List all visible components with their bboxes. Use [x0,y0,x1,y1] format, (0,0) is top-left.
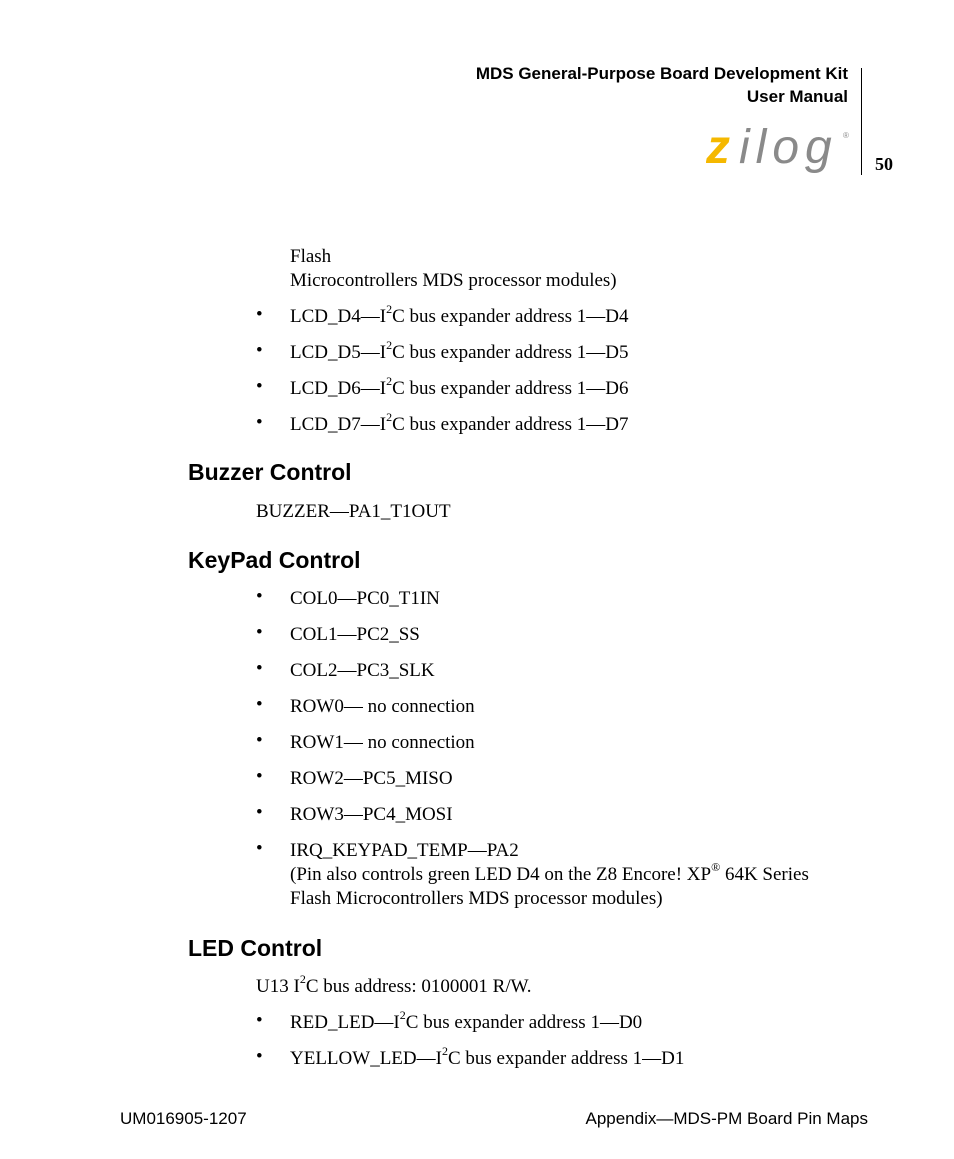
heading-buzzer-control: Buzzer Control [188,459,352,485]
keypad-item: ROW3—PC4_MOSI [290,804,453,825]
keypad-item: COL0—PC0_T1IN [290,588,440,609]
bullet-icon: • [256,1046,263,1067]
bullet-icon: • [256,838,263,859]
lcd-item: $LCD\_D4—I^2C$ bus expander address 1—D4 [290,301,629,327]
bullet-icon: • [256,304,263,325]
doc-subtitle: User Manual [746,87,848,106]
keypad-item: ROW0— no connection [290,696,475,717]
keypad-item: COL1—PC2_SS [290,624,420,645]
bullet-icon: • [256,340,263,361]
intro-line-2: Microcontrollers MDS processor modules) [290,270,617,291]
bullet-icon: • [256,694,263,715]
bullet-icon: • [256,766,263,787]
page-number: 50 [875,154,893,174]
keypad-item: ROW1— no connection [290,732,475,753]
doc-title: MDS General-Purpose Board Development Kit [475,64,848,83]
logo-letter-z: z [706,121,730,174]
keypad-irq-line-3: Flash Microcontrollers MDS processor modules) [290,888,663,909]
keypad-irq-line-2: (Pin also controls green LED D4 on the Z8 Encore! XP® 64K Series [290,859,809,885]
bullet-icon: • [256,586,263,607]
heading-led-control: LED Control [188,935,323,961]
footer-section: Appendix—MDS-PM Board Pin Maps [585,1109,868,1128]
keypad-item: ROW2—PC5_MISO [290,768,453,789]
led-item: $RED\_LED—I^2C$ bus expander address 1—D0 [290,1007,643,1033]
lcd-item: $LCD\_D5—I^2C$ bus expander address 1—D5 [290,337,629,363]
bullet-icon: • [256,412,263,433]
bullet-icon: • [256,376,263,397]
bullet-icon: • [256,730,263,751]
logo-letters-ilog: ilog [739,121,838,174]
footer-doc-id: UM016905-1207 [120,1109,247,1128]
intro-line-1: Flash [290,246,332,267]
zilog-logo [706,118,852,180]
lcd-item: $LCD\_D7—I^2C$ bus expander address 1—D7 [290,409,629,435]
keypad-irq-line-1: IRQ_KEYPAD_TEMP—PA2 [290,840,519,861]
bullet-icon: • [256,802,263,823]
led-address: U13 $I^2C$ bus address: 0100001 R/W. [256,971,532,997]
bullet-icon: • [256,622,263,643]
buzzer-text: BUZZER—PA1_T1OUT [256,501,451,522]
logo-registered-mark: ® [843,131,849,140]
keypad-item: COL2—PC3_SLK [290,660,435,681]
bullet-icon: • [256,1010,263,1031]
bullet-icon: • [256,658,263,679]
lcd-item: $LCD\_D6—I^2C$ bus expander address 1—D6 [290,373,629,399]
led-item: $YELLOW\_LED—I^2C$ bus expander address 1—D1 [290,1043,685,1069]
heading-keypad-control: KeyPad Control [188,547,361,573]
header-divider [861,68,862,175]
